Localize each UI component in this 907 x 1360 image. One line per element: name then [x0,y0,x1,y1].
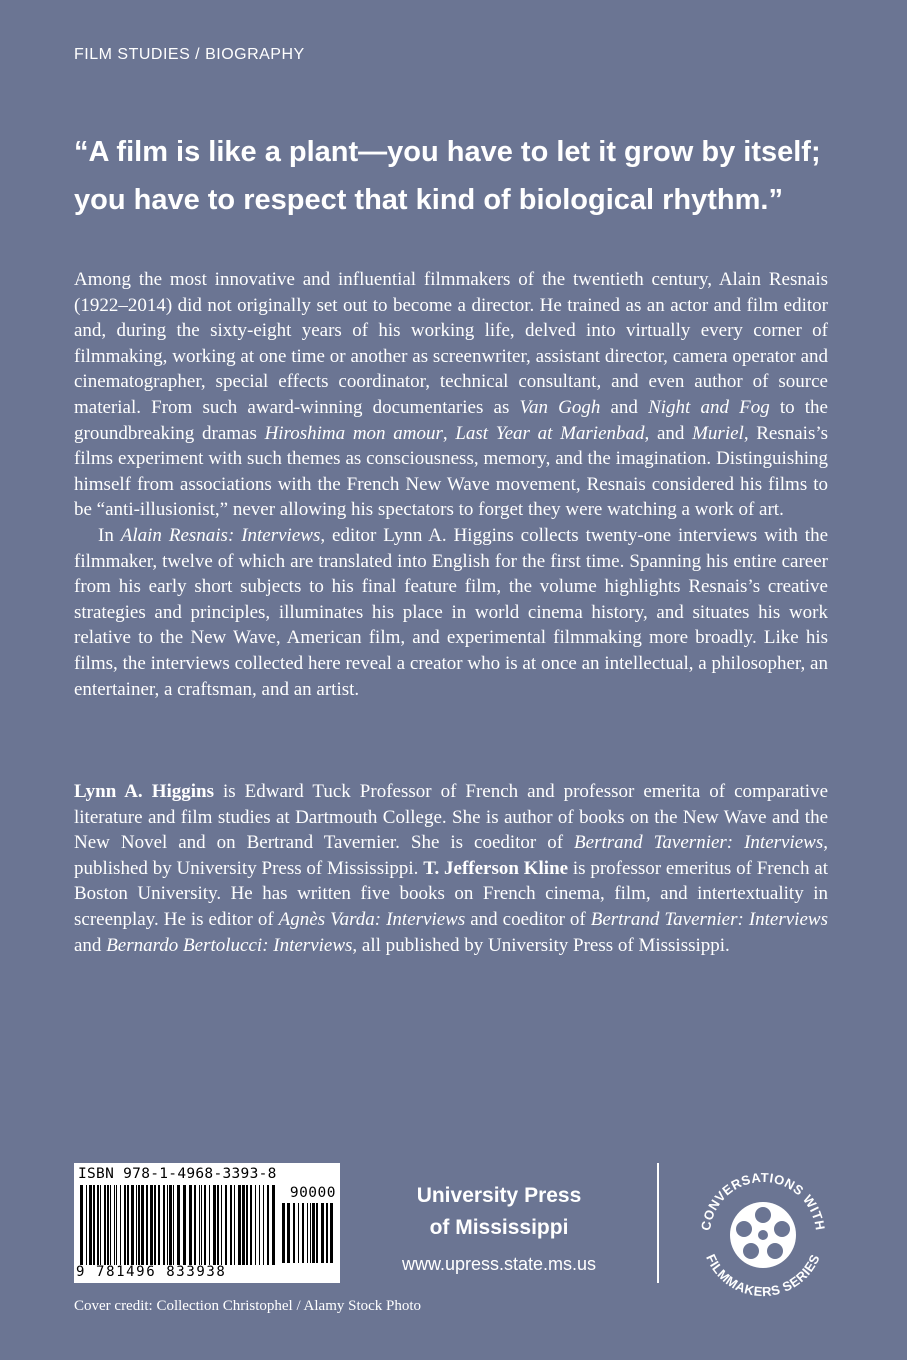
barcode-bar [225,1185,227,1265]
ean-bars [80,1185,276,1265]
editor-bios [74,779,828,958]
barcode-bar [321,1203,324,1263]
barcode-bar [183,1185,186,1265]
barcode-bar [177,1185,180,1265]
series-logo [688,1160,838,1310]
barcode-bar [97,1185,99,1265]
quote-line-1: “A film is like a plant—you have to let it grow by itself; [74,136,821,168]
barcode-bar [242,1185,245,1265]
book-description [74,267,828,702]
barcode-bar [141,1185,144,1265]
barcode-bar [221,1185,222,1265]
category-label: FILM STUDIES / BIOGRAPHY [74,46,305,63]
barcode-bar [114,1185,115,1265]
barcode-bar [189,1185,192,1265]
barcode-bar [230,1185,232,1265]
bio-paragraph: Lynn A. Higgins is Edward Tuck Professor of French and professor emerita of comparative literature and film studies at Dartmouth College. She is author of books on the New Wave and the New Novel and on Bertrand Tavernier. She is coeditor of Bertrand Tavernier: Interviews, published by University Press of Mississippi. T. Jefferson Kline is professor emeritus of French at Boston University. He has written five books on French cinema, film, and intertextuality in screenplay. He is editor of Agnès Varda: Interviews and coeditor of Bertrand Tavernier: Interviews and Bernardo Bertolucci: Interviews, all published by University Press of Mississippi. [74,781,829,956]
quote-line-2: you have to respect that kind of biological rhythm.” [74,184,783,216]
barcode-bar [124,1185,126,1265]
barcode-bar [104,1185,106,1265]
barcode-bar [310,1203,311,1263]
barcode-bar [167,1185,168,1265]
barcode-bar [326,1203,328,1263]
barcode-bar [163,1185,165,1265]
barcode-bar [199,1185,200,1265]
cover-credit: Cover credit: Collection Christophel / Alamy Stock Photo [74,1298,422,1314]
isbn-barcode [74,1163,340,1283]
barcode-bar [173,1185,174,1265]
barcode-bar [86,1185,87,1265]
barcode-bar [201,1185,202,1265]
publisher-name-line-2: of Mississippi [429,1216,569,1239]
barcode-bar [209,1185,210,1265]
description-paragraph-1: Among the most innovative and influential filmmakers of the twentieth century, Alain Resnais (1922–2014) did not originally set out to become a director. He trained as an actor and film editor and, during the sixty-eight years of his working life, delved into virtually every corner of filmmaking, working at one time or another as screenwriter, assistant director, camera operator and cinematographer, special effects coordinator, technical consultant, and even author of source material. From such award-winning documentaries as Van Gogh and Night and Fog to the groundbreaking dramas Hiroshima mon amour, Last Year at Marienbad, and Muriel, Resnais’s films experiment with such themes as consciousness, memory, and the imagination. Distinguishing himself from associations with the French New Wave movement, Resnais considered his films to be “anti-illusionist,” never allowing his spectators to forget they were watching a work of art. [74,269,829,521]
barcode-bar [263,1185,264,1265]
barcode-bar [194,1185,196,1265]
barcode-bar [234,1185,235,1265]
barcode-bar [107,1185,109,1265]
publisher-block [374,1180,624,1275]
barcode-bar [302,1203,304,1263]
barcode-bar [100,1185,101,1265]
title-hiroshima: Hiroshima mon amour [264,422,443,444]
description-paragraph-2: In Alain Resnais: Interviews, editor Lynn A. Higgins collects twenty-one interviews with the filmmaker, twelve of which are translated into English for the first time. Spanning his entire career from his early short subjects to his final feature film, the volume highlights Resnais’s creative strategies and principles, illuminates his place in world cinema history, and situates his work relative to the New Wave, American film, and experimental filmmaking more broadly. Like his films, the interviews collected here reveal a creator who is at once an intellectual, a philosopher, an entertainer, a craftsman, and an artist. [74,524,828,700]
barcode-bar [154,1185,156,1265]
barcode-bar [150,1185,153,1265]
barcode-bar [330,1203,333,1263]
barcode-bar [282,1203,285,1263]
ean-digits: 9 781496 833938 [76,1264,227,1280]
barcode-bar [316,1203,318,1263]
barcode-bar [246,1185,248,1265]
title-van-gogh: Van Gogh [519,396,601,418]
barcode-bar [169,1185,172,1265]
title-marienbad: Last Year at Marienbad [455,422,645,444]
publisher-name-line-1: University Press [416,1184,582,1207]
barcode-bar [250,1185,252,1265]
addon-bars [282,1203,334,1263]
barcode-bar [272,1185,275,1265]
barcode-bar [293,1203,295,1263]
isbn-number: ISBN 978-1-4968-3393-8 [78,1166,277,1182]
barcode-bar [138,1185,140,1265]
title-book: Alain Resnais: Interviews [120,524,321,546]
title-muriel: Muriel [692,422,744,444]
series-logo-top-text: CONVERSATIONS WITH [698,1169,828,1232]
price-code: 90000 [289,1185,336,1201]
barcode-bar [307,1203,308,1263]
barcode-bar [146,1185,148,1265]
barcode-bar [312,1203,315,1263]
divider-line [657,1163,659,1283]
barcode-bar [213,1185,216,1265]
barcode-bar [110,1185,111,1265]
barcode-bar [204,1185,206,1265]
barcode-bar [116,1185,117,1265]
editor-name-higgins: Lynn A. Higgins [74,781,214,802]
barcode-bar [267,1185,269,1265]
barcode-bar [217,1185,219,1265]
film-reel-icon [730,1202,796,1268]
publisher-url: www.upress.state.ms.us [401,1254,597,1274]
barcode-bar [287,1203,290,1263]
barcode-bar [158,1185,160,1265]
barcode-bar [238,1185,241,1265]
pull-quote [74,128,854,224]
barcode-bar [259,1185,260,1265]
barcode-bar [136,1185,137,1265]
barcode-bar [131,1185,134,1265]
barcode-bar [89,1185,92,1265]
title-night-and-fog: Night and Fog [648,396,770,418]
barcode-bar [120,1185,121,1265]
barcode-bar [127,1185,129,1265]
barcode-bar [255,1185,256,1265]
barcode-bar [80,1185,83,1265]
barcode-bar [93,1185,95,1265]
series-logo-bottom-text: FILMMAKERS SERIES [703,1251,823,1300]
barcode-bar [298,1203,299,1263]
editor-name-kline: T. Jefferson Kline [423,857,569,879]
